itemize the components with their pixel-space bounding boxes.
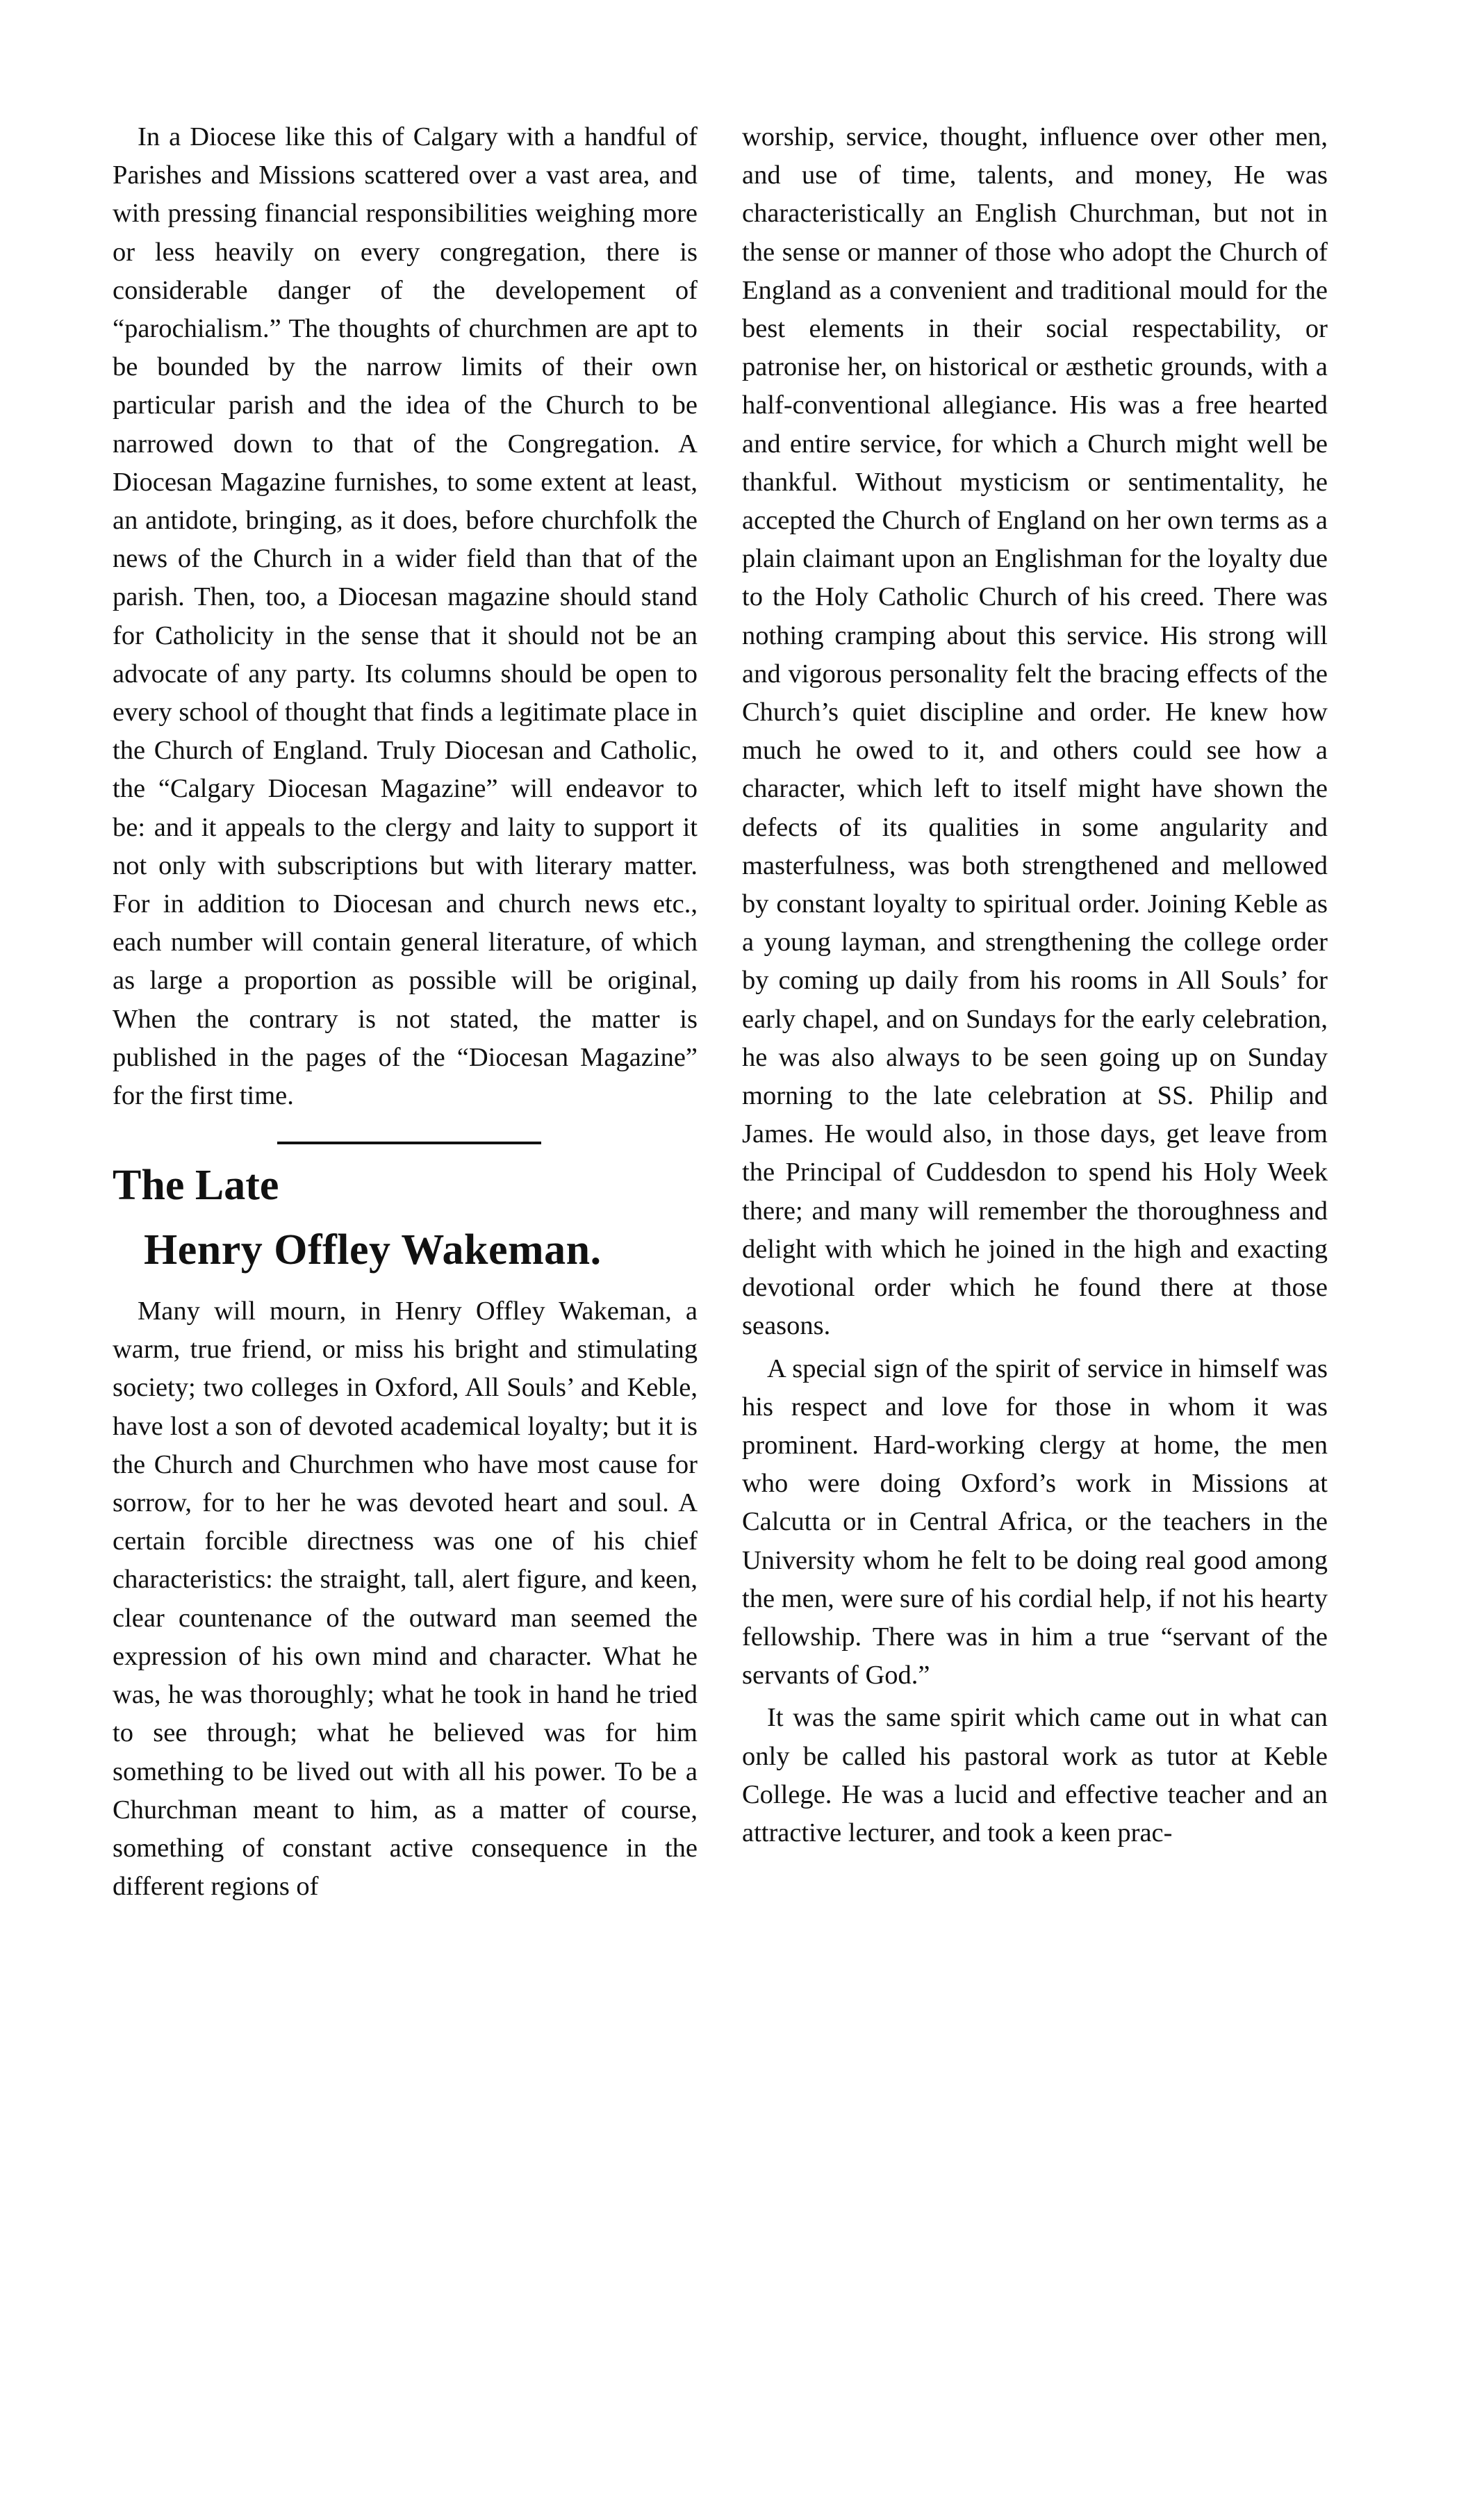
intro-paragraph: In a Diocese like this of Calgary with a handful of Parishes and Missions scattered over a vast area, and with pressing financial responsibilities weighing more or less heavily on every congregation, there is considerable danger of the developement of “parochialism.” The thoughts of churchmen are apt to be bounded by the narrow limits of their own particular parish and the idea of the Church to be narrowed down to that of the Congregation. A Diocesan Magazine furnishes, to some extent at least, an antidote, bringing, as it does, before churchfolk the news of the Church in a wider field than that of the parish. Then, too, a Diocesan magazine should stand for Catholicity in the sense that it should not be an advocate of any party. Its columns should be open to every school of thought that finds a legitimate place in the Church of England. Truly Diocesan and Catholic, the “Calgary Diocesan Magazine” will endeavor to be: and it appeals to the clergy and laity to support it not only with subscriptions but with literary matter. For in addition to Diocesan and church news etc., each number will contain general literature, of which as large a proportion as possible will be original, When the contrary is not stated, the matter is published in the pages of the “Diocesan Magazine” for the first time. — [113, 122, 698, 1111]
article-paragraph-continued: worship, service, thought, influence over other men, and use of time, talents, and money, He was characteristically an English Churchman, but not in the sense or manner of those who adopt the Church of England as a convenient and traditional mould for the best elements in their social respectability, or patronise her, on historical or æsthetic grounds, with a half-conventional allegiance. His was a free hearted and entire service, for which a Church might well be thankful. Without mysticism or sentimentality, he accepted the Church of England on her own terms as a plain claimant upon an Englishman for the loyalty due to the Holy Catholic Church of his creed. There was nothing cramping about this service. His strong will and vigorous personality felt the bracing effects of the Church’s quiet discipline and order. He knew how much he owed to it, and others could see how a character, which left to itself might have shown the defects of its qualities in some angularity and masterfulness, was both strengthened and mellowed by constant loyalty to spiritual order. Joining Keble as a young layman, and strengthening the college order by coming up daily from his rooms in All Souls’ for early chapel, and on Sundays for the early celebration, he was also always to be seen going up on Sunday morning to the late celebration at SS. Philip and James. He would also, in those days, get leave from the Principal of Cuddesdon to spend his Holy Week there; and many will remember the thoroughness and delight with which he joined in the high and exacting devotional order which he found there at those seasons. — [742, 122, 1328, 1341]
right-column — [742, 118, 1328, 1852]
section-divider — [277, 1142, 541, 1144]
article-paragraph: A special sign of the spirit of service in himself was his respect and love for those in whom it was prominent. Hard-working clergy at home, the men who were doing Oxford’s work in Missions at Calcutta or in Central Africa, or the teachers in the University whom he felt to be doing real good among the men, were sure of his cordial help, if not his hearty fellowship. There was in him a true “servant of the servants of God.” — [742, 1353, 1328, 1690]
article-paragraph: It was the same spirit which came out in what can only be called his pastoral work as tutor at Keble College. He was a lucid and effective teacher and an attractive lecturer, and took a keen prac- — [742, 1703, 1328, 1847]
left-column — [113, 118, 698, 1906]
article-heading-line2: Henry Offley Wakeman. — [144, 1226, 602, 1274]
article-paragraph: Many will mourn, in Henry Offley Wakeman, a warm, true friend, or miss his bright and stimulating society; two colleges in Oxford, All Souls’ and Keble, have lost a son of devoted academical loyalty; but it is the Church and Churchmen who have most cause for sorrow, for to her he was devoted heart and soul. A certain forcible directness was one of his chief characteristics: the straight, tall, alert figure, and keen, clear countenance of the outward man seemed the expression of his own mind and character. What he was, he was thoroughly; what he took in hand he tried to see through; what he believed was for him something to be lived out with all his power. To be a Churchman meant to him, as a matter of course, something of constant active consequence in the different regions of — [113, 1296, 698, 1902]
article-heading-line1: The Late — [113, 1162, 279, 1210]
